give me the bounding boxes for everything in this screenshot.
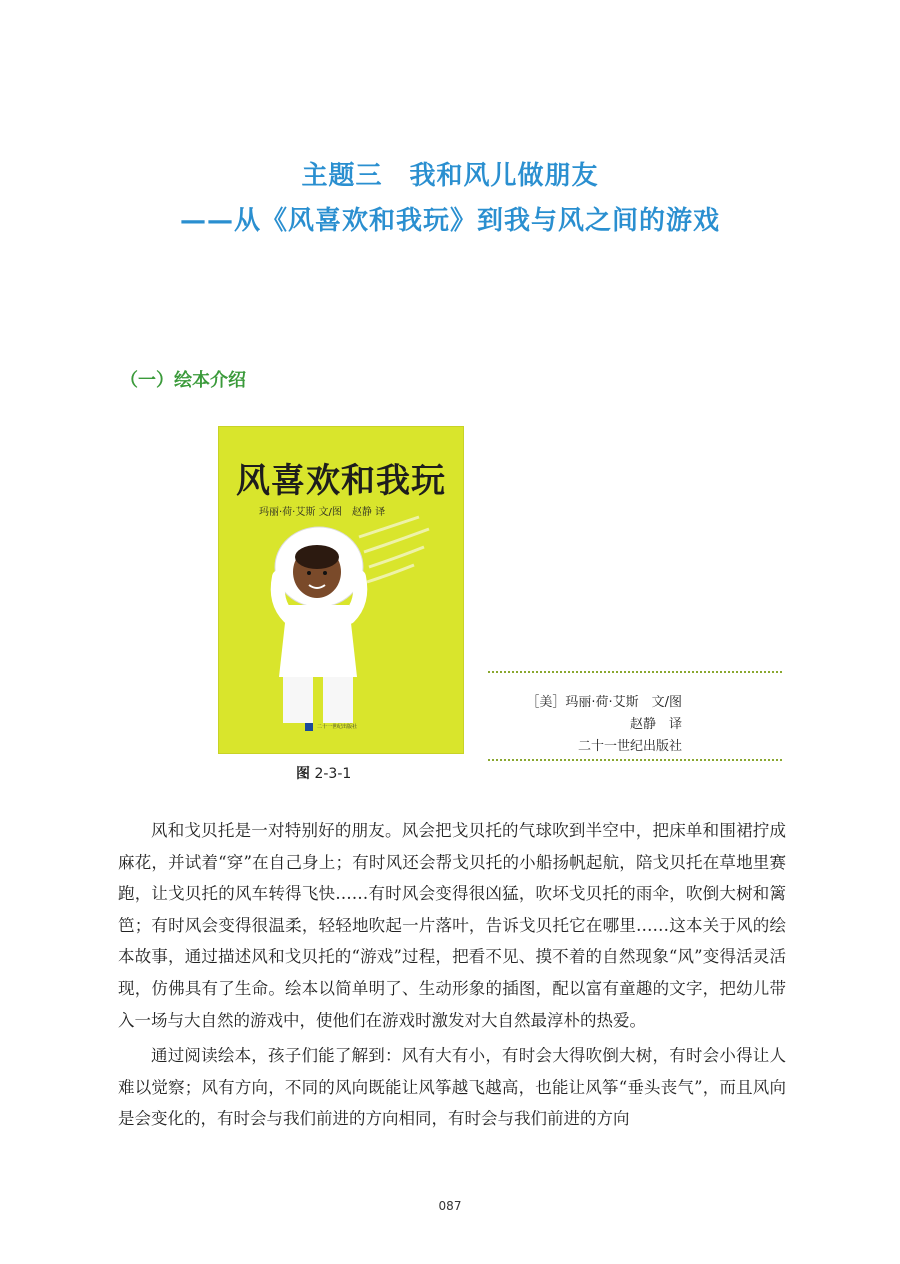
section-heading: （一）绘本介绍: [120, 370, 246, 391]
paragraph: 通过阅读绘本，孩子们能了解到：风有大有小，有时会大得吹倒大树，有时会小得让人难以觉察；风有方向，不同的风向既能让风筝越飞越高，也能让风筝“垂头丧气”，而且风向是会变化的，有时会与我们前进的方向相同，有时会与我们前进的方向: [118, 1046, 786, 1129]
cover-publisher: 二十一世纪出版社: [317, 724, 358, 730]
body-text: [118, 815, 786, 1139]
paragraph: 风和戈贝托是一对特别好的朋友。风会把戈贝托的气球吹到半空中，把床单和围裙拧成麻花，并试着“穿”在自己身上；有时风还会帮戈贝托的小船扬帆起航，陪戈贝托在草地里赛跑，让戈贝托的风车转得飞快……有时风会变得很凶猛，吹坏戈贝托的雨伞，吹倒大树和篱笆；有时风会变得很温柔，轻轻地吹起一片落叶，告诉戈贝托它在哪里……这本关于风的绘本故事，通过描述风和戈贝托的“游戏”过程，把看不见、摸不着的自然现象“风”变得活灵活现，仿佛具有了生命。绘本以简单明了、生动形象的插图，配以富有童趣的文字，把幼儿带入一场与大自然的游戏中，使他们在游戏时激发对大自然最淳朴的热爱。: [118, 821, 786, 1030]
figure-caption: [296, 763, 351, 783]
caption-prefix: 图: [296, 766, 310, 782]
page-subtitle: ——从《风喜欢和我玩》到我与风之间的游戏: [179, 206, 720, 236]
book-author: ［美］玛丽·荷·艾斯 文/图: [526, 695, 682, 710]
page-title: 主题三 我和风儿做朋友: [301, 161, 599, 191]
page-number: 087: [438, 1199, 462, 1213]
book-translator: 赵静 译: [629, 717, 682, 732]
caption-number: 2-3-1: [314, 766, 352, 782]
book-info-box: [488, 671, 782, 761]
cover-title: 风喜欢和我玩: [236, 461, 446, 501]
book-cover: [218, 426, 464, 754]
cover-credit: 玛丽·荷·艾斯 文/图 赵静 译: [259, 507, 386, 518]
book-publisher: 二十一世纪出版社: [577, 739, 682, 754]
